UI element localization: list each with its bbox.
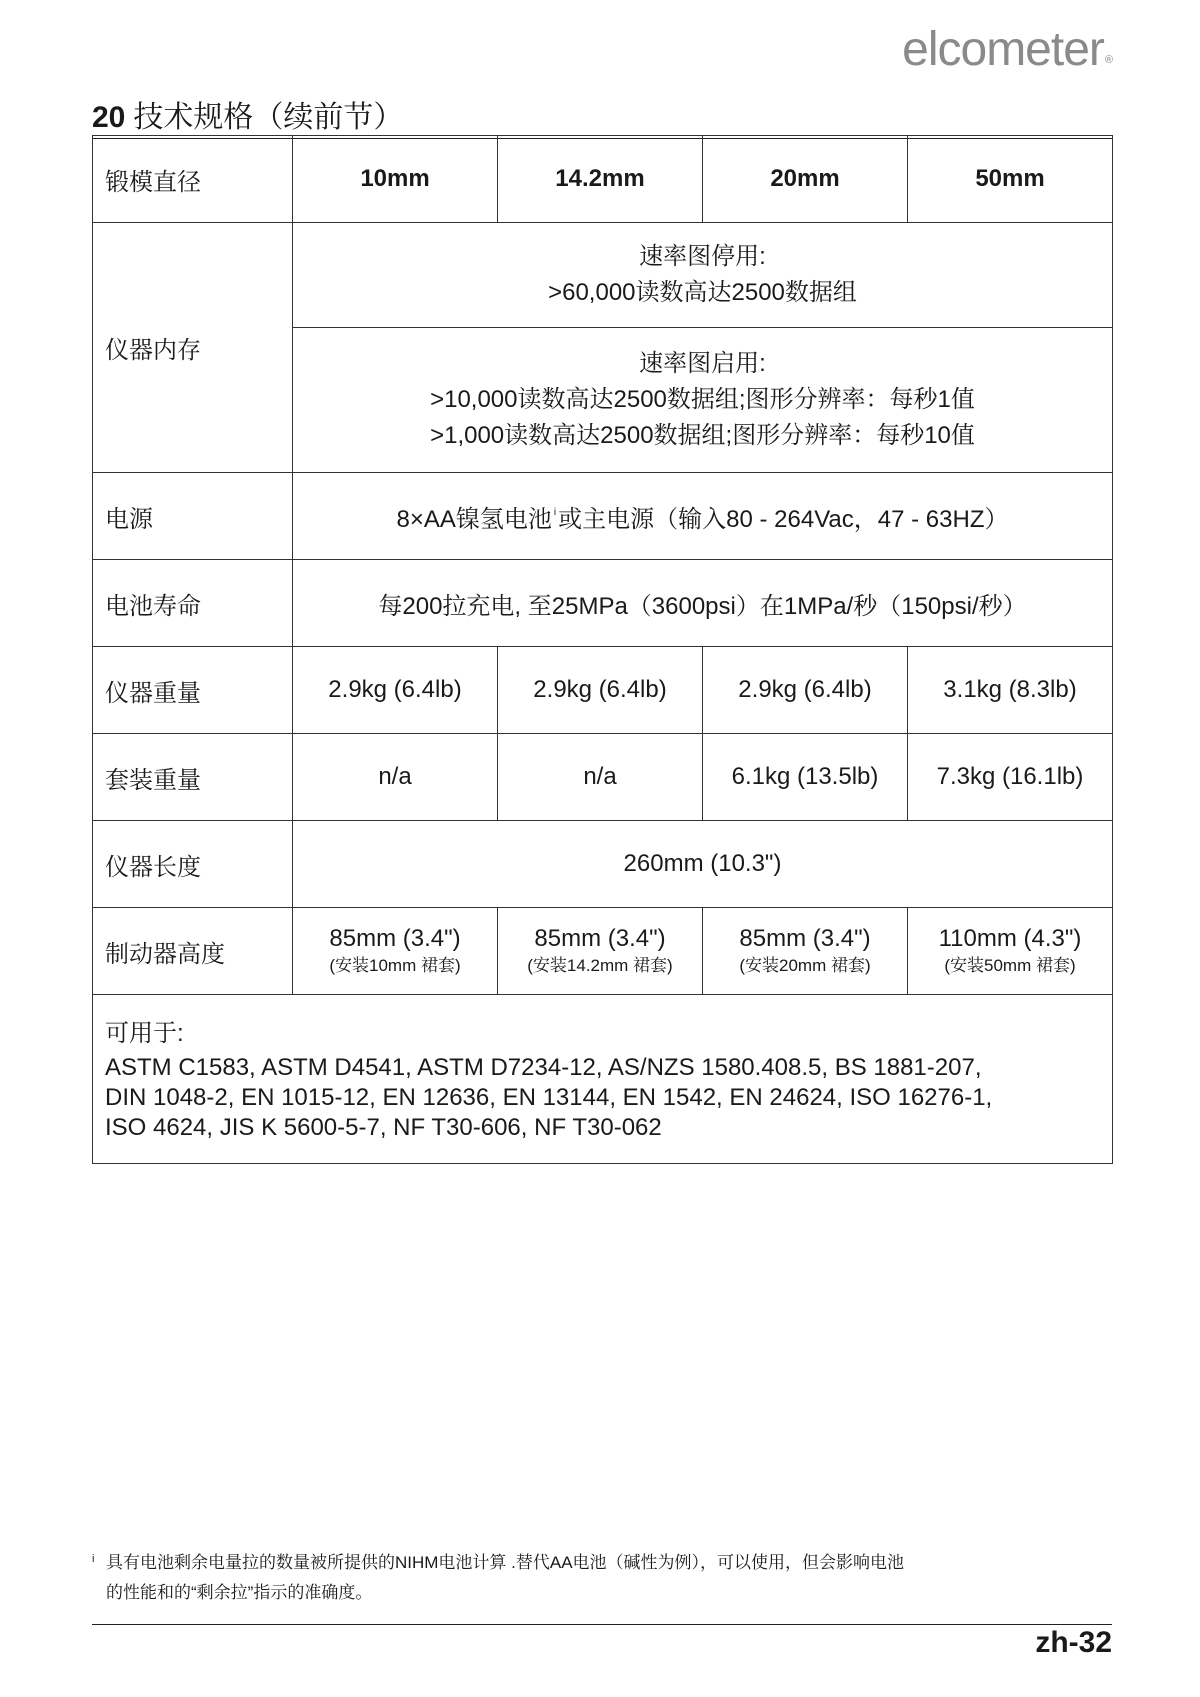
footnote-ref: i (553, 506, 557, 518)
column-header: 50mm (908, 136, 1113, 223)
memory-on-title: 速率图启用: (639, 350, 766, 377)
footnote-line: 的性能和的“剩余拉”指示的准确度。 (106, 1583, 373, 1602)
spec-table (92, 135, 1113, 1164)
memory-off-cell (293, 223, 1113, 328)
table-row-battery (93, 560, 1113, 647)
length-value: 260mm (10.3") (293, 821, 1113, 908)
memory-off-line: >60,000读数高达2500数据组 (548, 279, 857, 306)
footnote-mark: i (92, 1553, 95, 1565)
table-row-kit-weight (93, 734, 1113, 821)
table-cell: 85mm (3.4") (安装10mm 裙套) (293, 908, 498, 995)
standards-cell (93, 995, 1113, 1164)
table-cell: 3.1kg (8.3lb) (908, 647, 1113, 734)
power-value: 8×AA镍氢电池 $^i$或主电源（输入80 - 264Vac，47 - 63HZ） (293, 473, 1113, 560)
row-label-length: 仪器长度 (93, 821, 293, 908)
table-row-standards (93, 995, 1113, 1164)
footnote-line: 具有电池剩余电量拉的数量被所提供的NIHM电池计算 .替代AA电池（碱性为例），可以使用，但会影响电池 (106, 1553, 905, 1572)
elcometer-logo: elcometer® (902, 23, 1112, 76)
standards-line: ISO 4624, JIS K 5600-5-7, NF T30-606, NF T30-062 (105, 1114, 662, 1141)
section-number: 20 (92, 101, 126, 134)
table-cell: n/a (293, 734, 498, 821)
table-row-instrument-weight (93, 647, 1113, 734)
battery-value: 每200拉充电, 至25MPa（3600psi）在1MPa/秒（150psi/秒） (293, 560, 1113, 647)
table-cell: 110mm (4.3") (安装50mm 裙套) (908, 908, 1113, 995)
memory-on-cell (293, 328, 1113, 473)
section-title (92, 92, 1112, 136)
page-number: zh-32 (1035, 1626, 1112, 1659)
footnote (92, 1548, 1112, 1608)
column-header: 14.2mm (498, 136, 703, 223)
row-label-memory: 仪器内存 (93, 223, 293, 473)
standards-line: ASTM C1583, ASTM D4541, ASTM D7234-12, AS/NZS 1580.408.5, BS 1881-207, (105, 1054, 982, 1081)
table-cell: 2.9kg (6.4lb) (703, 647, 908, 734)
column-header: 20mm (703, 136, 908, 223)
table-row-memory-off (93, 223, 1113, 328)
table-row-length (93, 821, 1113, 908)
section-title-text: 技术规格（续前节） (133, 101, 404, 134)
table-cell: 85mm (3.4") (安装20mm 裙套) (703, 908, 908, 995)
table-header-row (93, 136, 1113, 223)
row-label-actuator-height: 制动器高度 (93, 908, 293, 995)
memory-on-line2: >1,000读数高达2500数据组;图形分辨率：每秒10值 (430, 422, 975, 449)
row-label-battery: 电池寿命 (93, 560, 293, 647)
standards-line: DIN 1048-2, EN 1015-12, EN 12636, EN 13144, EN 1542, EN 24624, ISO 16276-1, (105, 1084, 993, 1111)
table-cell: 2.9kg (6.4lb) (293, 647, 498, 734)
footer-divider (92, 1624, 1112, 1625)
memory-off-title: 速率图停用: (639, 243, 766, 270)
row-label-kit-weight: 套装重量 (93, 734, 293, 821)
registered-mark: ® (1104, 54, 1112, 66)
table-row-actuator-height (93, 908, 1113, 995)
section-header (92, 92, 1112, 139)
standards-title: 可用于: (105, 1020, 184, 1047)
table-cell: 85mm (3.4") (安装14.2mm 裙套) (498, 908, 703, 995)
table-cell: 6.1kg (13.5lb) (703, 734, 908, 821)
table-cell: 2.9kg (6.4lb) (498, 647, 703, 734)
table-cell: 7.3kg (16.1lb) (908, 734, 1113, 821)
row-label-instrument-weight: 仪器重量 (93, 647, 293, 734)
table-row-power (93, 473, 1113, 560)
header-label: 锻模直径 (93, 136, 293, 223)
table-cell: n/a (498, 734, 703, 821)
column-header: 10mm (293, 136, 498, 223)
memory-on-line1: >10,000读数高达2500数据组;图形分辨率：每秒1值 (430, 386, 975, 413)
row-label-power: 电源 (93, 473, 293, 560)
